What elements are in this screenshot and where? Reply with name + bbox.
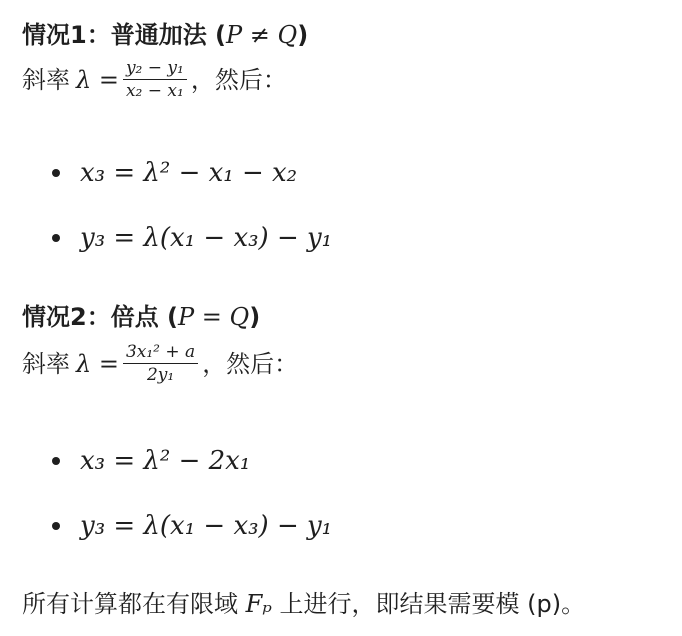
case2-close-paren: ) xyxy=(249,303,261,331)
case1-condition: P ≠ Q xyxy=(226,21,298,49)
case2-then-text: ，然后： xyxy=(202,349,299,378)
case1-close-paren: ) xyxy=(297,21,309,49)
case1-formula-x3: x₃ = λ² − x₁ − x₂ xyxy=(80,158,298,188)
case2-fraction-numerator: 3x₁² + a xyxy=(123,342,198,364)
bullet-dot-icon xyxy=(52,169,60,177)
case1-slope-fraction xyxy=(123,58,187,101)
case2-bullet-x3 xyxy=(52,445,250,477)
case2-formula-x3: x₃ = λ² − 2x₁ xyxy=(80,446,251,476)
finite-field-note xyxy=(22,588,585,620)
bullet-dot-icon xyxy=(52,522,60,530)
case2-formula-y3: y₃ = λ(x₁ − x₃) − y₁ xyxy=(80,511,333,541)
case1-fraction-numerator: y₂ − y₁ xyxy=(123,58,187,80)
case2-condition: P = Q xyxy=(178,303,250,331)
case1-title: 情况1：普通加法 ( xyxy=(22,21,227,49)
case1-slope-symbol: λ = xyxy=(76,65,119,94)
case2-bullet-y3 xyxy=(52,510,332,542)
case2-slope-fraction xyxy=(123,342,198,385)
case1-bullet-y3 xyxy=(52,222,332,254)
case2-title: 情况2：倍点 ( xyxy=(22,303,179,331)
footer-text-before: 所有计算都在有限域 xyxy=(22,590,246,618)
case2-slope-symbol: λ = xyxy=(76,349,119,378)
case1-slope-line xyxy=(22,58,287,101)
case1-heading xyxy=(22,20,308,50)
bullet-dot-icon xyxy=(52,457,60,465)
case1-slope-label: 斜率 xyxy=(22,65,70,94)
case1-bullet-x3 xyxy=(52,157,297,189)
case1-formula-y3: y₃ = λ(x₁ − x₃) − y₁ xyxy=(80,223,333,253)
footer-text-after: 上进行，即结果需要模 (p)。 xyxy=(271,590,586,618)
case1-then-text: ，然后： xyxy=(190,65,287,94)
case2-slope-label: 斜率 xyxy=(22,349,70,378)
bullet-dot-icon xyxy=(52,234,60,242)
case2-heading xyxy=(22,302,260,332)
case2-slope-line xyxy=(22,342,298,385)
footer-field-symbol: Fₚ xyxy=(245,590,272,618)
case1-fraction-denominator: x₂ − x₁ xyxy=(125,81,184,101)
case2-fraction-denominator: 2y₁ xyxy=(146,365,175,385)
